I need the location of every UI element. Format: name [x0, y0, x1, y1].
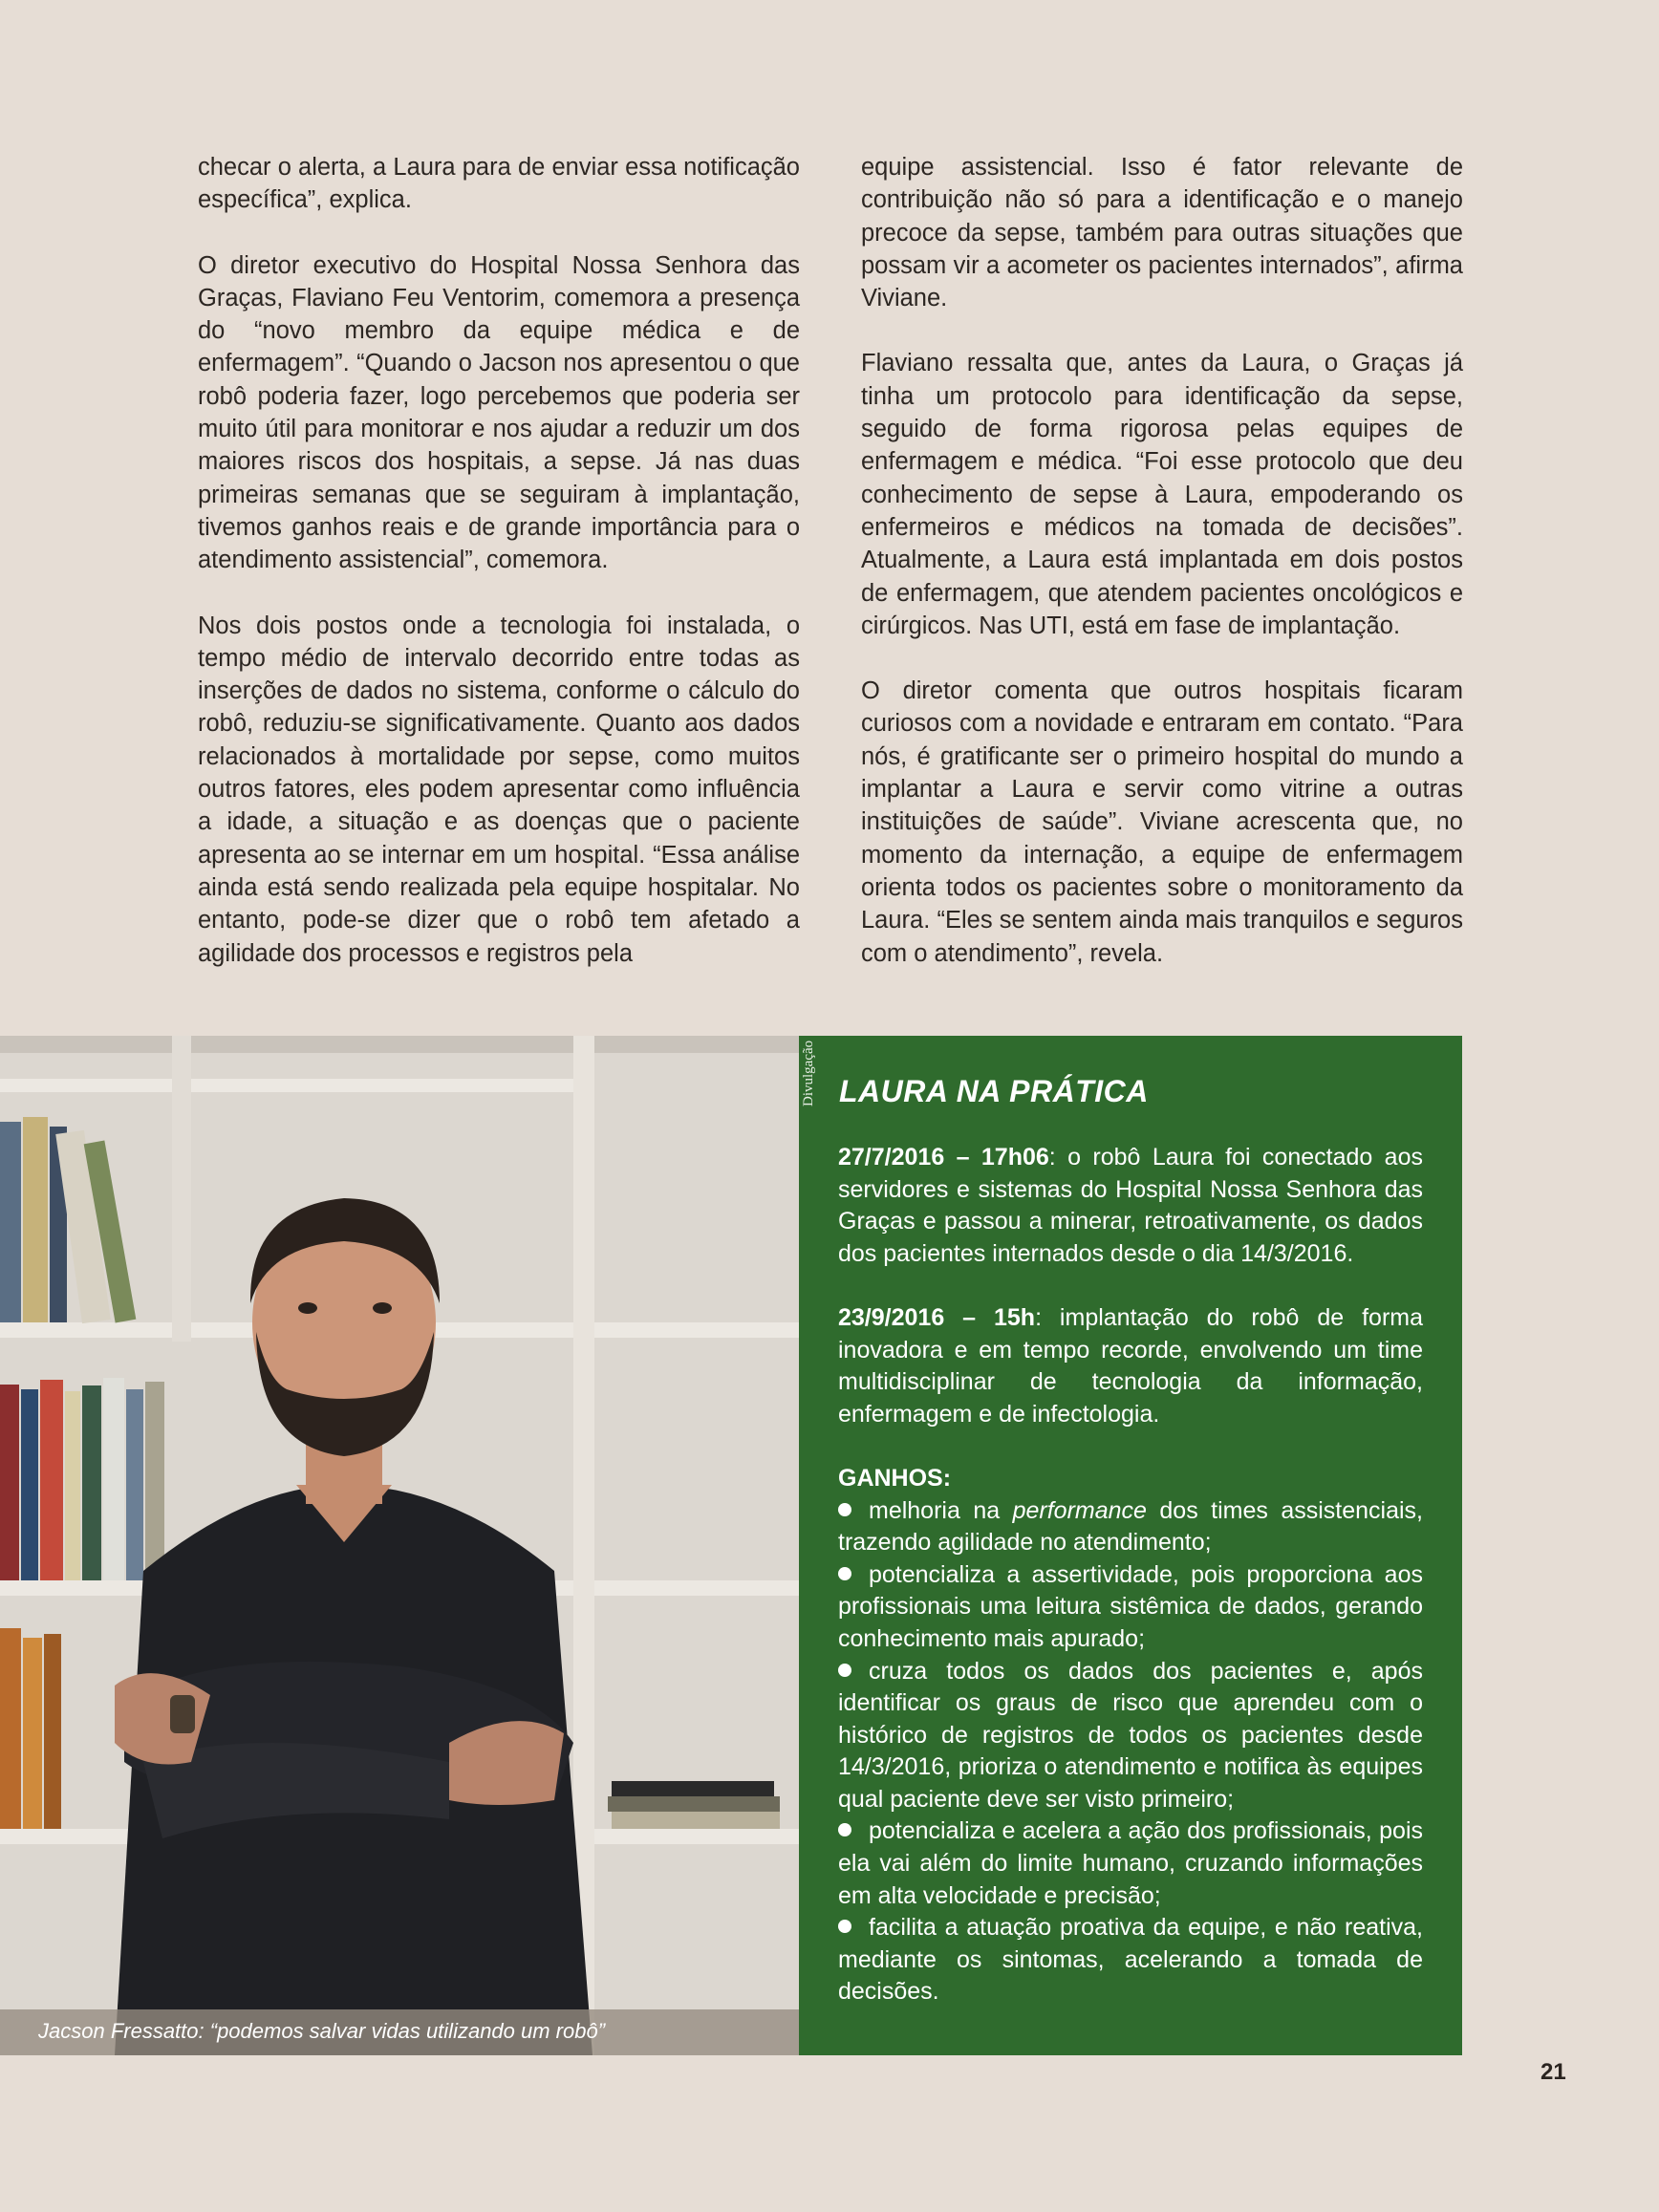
bullet-icon [838, 1664, 851, 1677]
bullet-icon [838, 1503, 851, 1516]
portrait-photo [0, 1036, 799, 2055]
gain-text: cruza todos os dados dos pacientes e, após identificar os graus de risco que aprendeu com o histórico de registros de todos os pacientes desde 14/3/2016, prioriza o atendimento e notifica às equipes qual paciente deve ser visto primeiro; [838, 1657, 1423, 1813]
gain-text: potencializa e acelera a ação dos profissionais, pois ela vai além do limite humano, cruzando informações em alta velocidade e precisão; [838, 1817, 1423, 1909]
bullet-icon [838, 1920, 851, 1933]
gain-item [838, 1495, 1423, 1559]
paragraph: O diretor comenta que outros hospitais ficaram curiosos com a novidade e entraram em contato. “Para nós, é gratificante ser o primeiro hospital do mundo a implantar a Laura e servir como vitrine a outras instituições de saúde”. Viviane acrescenta que, no momento da internação, a equipe de enfermagem orienta todos os pacientes sobre o monitoramento da Laura. “Eles se sentem ainda mais tranquilos e seguros com o atendimento”, revela. [861, 677, 1463, 967]
bullet-icon [838, 1567, 851, 1580]
gain-item [838, 1656, 1423, 1816]
timeline-lead: 27/7/2016 – 17h06 [838, 1144, 1049, 1170]
timeline-entry [838, 1302, 1423, 1430]
portrait-illustration [0, 1036, 799, 2055]
timeline-text: : o robô Laura foi conectado aos servidores e sistemas do Hospital Nossa Senhora das Graças e passou a minerar, retroativamente, os dados dos pacientes internados desde o dia 14/3/2016. [838, 1144, 1423, 1267]
gains-title: GANHOS: [838, 1464, 952, 1492]
photo-credit: Divulgação [801, 1040, 816, 1106]
timeline-text: : implantação do robô de forma inovadora e em tempo recorde, envolvendo um time multidisciplinar de tecnologia da informação, enfermagem e de infectologia. [838, 1303, 1423, 1428]
sidebar-box [799, 1036, 1462, 2055]
paragraph: equipe assistencial. Isso é fator relevante de contribuição não só para a identificação e o manejo precoce da sepse, também para outras situações que possam vir a acometer os pacientes internados”, afirma Viviane. [861, 154, 1463, 312]
timeline-lead: 23/9/2016 – 15h [838, 1303, 1036, 1331]
gain-text: dos times assistenciais, trazendo agilidade no atendimento; [838, 1496, 1424, 1557]
gain-item [838, 1815, 1423, 1912]
gain-text: potencializa a assertividade, pois proporciona aos profissionais uma leitura sistêmica de dados, gerando conhecimento mais apurado; [838, 1560, 1423, 1652]
page-number: 21 [1540, 2059, 1566, 2085]
paragraph: Nos dois postos onde a tecnologia foi instalada, o tempo médio de intervalo decorrido entre todas as inserções de dados no sistema, conforme o cálculo do robô, reduziu-se significativamente. Quanto aos dados relacionados à mortalidade por sepse, como muitos outros fatores, eles podem apresentar como influência a idade, a situação e as doenças que o paciente apresenta ao se internar em um hospital. “Essa análise ainda está sendo realizada pela equipe hospitalar. No entanto, pode-se dizer que o robô tem afetado a agilidade dos processos e registros pela [198, 612, 800, 967]
paragraph: checar o alerta, a Laura para de enviar essa notificação específica”, explica. [198, 154, 800, 214]
gain-text: melhoria na [869, 1496, 1013, 1524]
article-right-column [861, 151, 1463, 970]
gain-item [838, 1559, 1423, 1656]
paragraph: Flaviano ressalta que, antes da Laura, o Graças já tinha um protocolo para identificação da sepse, seguido de forma rigorosa pelas equipes de enfermagem e médica. “Foi esse protocolo que deu conhecimento de sepse à Laura, empoderando os enfermeiros e médicos na tomada de decisões”. Atualmente, a Laura está implantada em dois postos de enfermagem, que atendem pacientes oncológicos e cirúrgicos. Nas UTI, está em fase de implantação. [861, 350, 1463, 639]
gain-text: facilita a atuação proativa da equipe, e não reativa, mediante os sintomas, acelerando a tomada de decisões. [838, 1914, 1423, 2006]
sidebar-title: LAURA NA PRÁTICA [839, 1074, 1149, 1108]
gain-emphasis: performance [1012, 1496, 1147, 1524]
photo-caption: Jacson Fressatto: “podemos salvar vidas utilizando um robô” [38, 2019, 606, 2043]
caption-bar [0, 2009, 799, 2055]
paragraph: O diretor executivo do Hospital Nossa Senhora das Graças, Flaviano Feu Ventorim, comemora a presença do “novo membro da equipe médica e de enfermagem”. “Quando o Jacson nos apresentou o que robô poderia fazer, logo percebemos que poderia ser muito útil para monitorar e nos ajudar a reduzir um dos maiores riscos dos hospitais, a sepse. Já nas duas primeiras semanas que se seguiram à implantação, tivemos ganhos reais e de grande importância para o atendimento assistencial”, comemora. [198, 251, 800, 574]
bullet-icon [838, 1823, 851, 1836]
sidebar-body [838, 1142, 1423, 2008]
article-left-column [198, 151, 800, 970]
gain-item [838, 1912, 1423, 2008]
timeline-entry [838, 1142, 1423, 1270]
